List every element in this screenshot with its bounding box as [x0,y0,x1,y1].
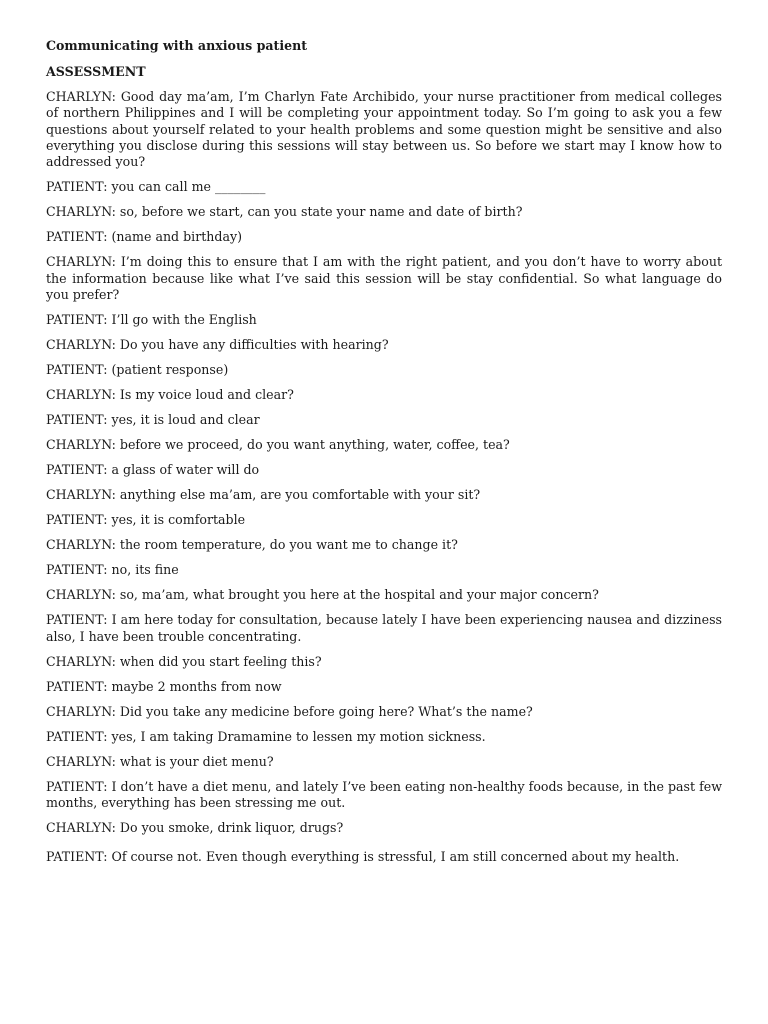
dialogue-line: PATIENT: no, its fine [46,562,179,578]
dialogue-line: PATIENT: yes, it is loud and clear [46,412,260,428]
dialogue-line: CHARLYN: Do you have any difficulties with hearing? [46,337,389,353]
dialogue-line: CHARLYN: Good day ma’am, I’m Charlyn Fate Archibido, your nurse practitioner from medical colleges of northern Philippines and I will be completing your appointment today. So I’m going to ask you a few questions about yourself related to your health problems and some question might be sensitive and also everything you disclose during this sessions will stay between us. So before we start may I know how to addressed you? [46,88,722,170]
dialogue-line: PATIENT: (name and birthday) [46,229,243,245]
dialogue-line: CHARLYN: the room temperature, do you want me to change it? [46,537,458,553]
dialogue-line: CHARLYN: anything else ma’am, are you comfortable with your sit? [46,487,481,503]
dialogue-line: CHARLYN: Did you take any medicine before going here? What’s the name? [46,703,533,719]
dialogue-line: PATIENT: yes, it is comfortable [46,512,246,528]
dialogue-line: PATIENT: I am here today for consultation, because lately I have been experiencing nausea and dizziness also, I have been trouble concentrating. [46,612,722,644]
dialogue-line: PATIENT: Of course not. Even though everything is stressful, I am still concerned about my health. [46,849,680,865]
dialogue-line: PATIENT: you can call me ________ [46,179,266,195]
dialogue-line: PATIENT: (patient response) [46,362,229,378]
dialogue-line: PATIENT: yes, I am taking Dramamine to lessen my motion sickness. [46,728,486,744]
dialogue-line: CHARLYN: what is your diet menu? [46,753,274,769]
dialogue-line: CHARLYN: before we proceed, do you want anything, water, coffee, tea? [46,437,510,453]
document-page [46,38,722,874]
dialogue-line: PATIENT: I don’t have a diet menu, and lately I’ve been eating non-healthy foods because, in the past few months, everything has been stressing me out. [46,778,722,811]
dialogue-line: CHARLYN: I’m doing this to ensure that I am with the right patient, and you don’t have to worry about the information because like what I’ve said this session will be stay confidential. So what language do you prefer? [46,254,722,303]
section-heading: ASSESSMENT [46,64,146,80]
dialogue-line: CHARLYN: when did you start feeling this? [46,653,322,669]
dialogue-line: PATIENT: maybe 2 months from now [46,678,282,694]
dialogue-line: CHARLYN: Do you smoke, drink liquor, drugs? [46,820,344,836]
document-title: Communicating with anxious patient [46,38,308,53]
dialogue-line: PATIENT: I’ll go with the English [46,312,257,328]
dialogue-line: CHARLYN: so, ma’am, what brought you here at the hospital and your major concern? [46,587,599,603]
dialogue-line: CHARLYN: Is my voice loud and clear? [46,387,294,403]
dialogue-line: CHARLYN: so, before we start, can you state your name and date of birth? [46,204,523,220]
dialogue-line: PATIENT: a glass of water will do [46,462,260,478]
